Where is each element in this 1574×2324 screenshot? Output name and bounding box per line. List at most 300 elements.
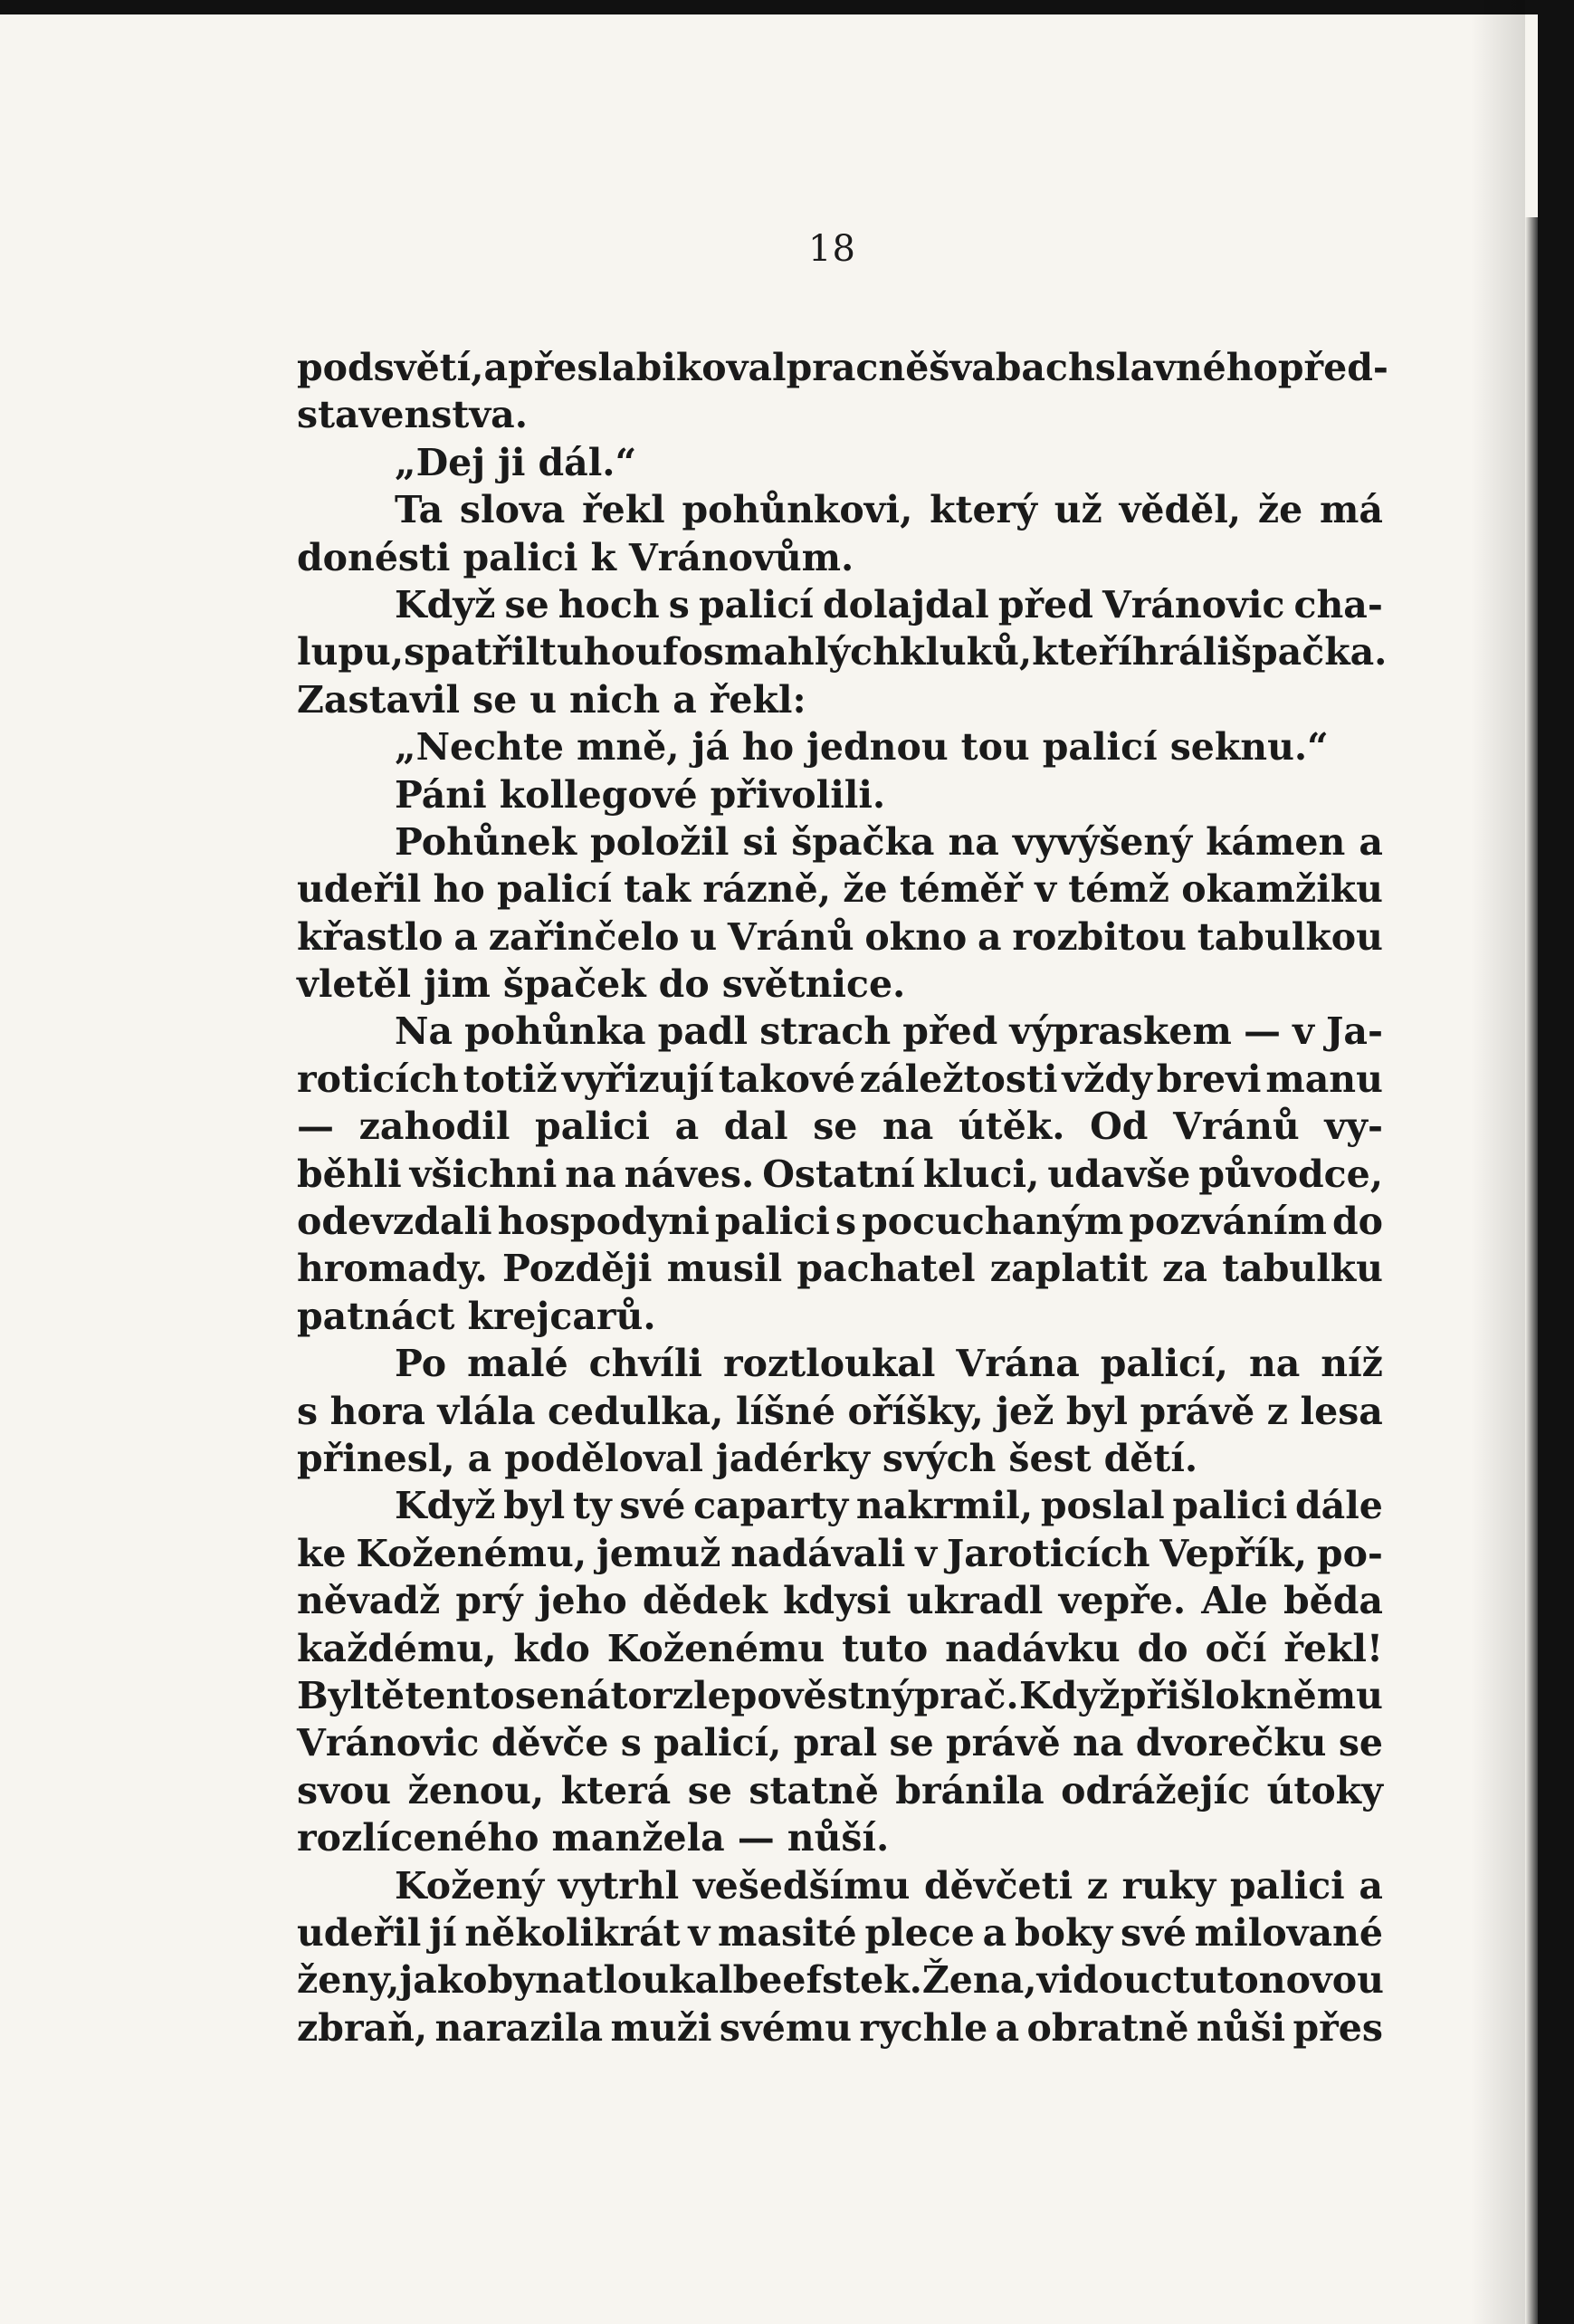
word: špačka (791, 819, 935, 864)
word: brevi (1156, 1057, 1262, 1101)
word: přinesl, (297, 1436, 455, 1480)
word: před- (1277, 346, 1388, 389)
word: palici (1229, 1863, 1345, 1908)
word: právě (1140, 1389, 1255, 1433)
word: něvadž (297, 1579, 441, 1623)
word: švabach (929, 346, 1095, 389)
word: senátor (514, 1673, 673, 1717)
word: rozbitou (1012, 914, 1187, 959)
word: špačka. (1230, 630, 1388, 674)
text-line (297, 1435, 1383, 1482)
word: masité (718, 1910, 857, 1955)
word: a (995, 2005, 1020, 2050)
word: a (453, 914, 478, 959)
word: palicí, (1100, 1342, 1228, 1386)
word: slavného (1094, 346, 1278, 389)
word: před (902, 1009, 998, 1054)
word: vešedšímu (692, 1863, 911, 1908)
word: vytrhl (558, 1863, 680, 1908)
body-text (297, 344, 1388, 2051)
text-line (297, 1388, 1383, 1435)
word: palicí, (653, 1721, 782, 1765)
word: tu (539, 630, 584, 674)
word: s (835, 1200, 857, 1244)
word: útoky (1266, 1768, 1383, 1812)
word: témž (1068, 867, 1169, 912)
word: Vepřík, (1159, 1531, 1308, 1575)
word: po- (1316, 1531, 1383, 1575)
text-line (297, 1530, 1383, 1577)
word: ho (433, 867, 485, 912)
word: řekl: (709, 677, 806, 722)
word: náves. (624, 1152, 755, 1196)
word: hora (329, 1389, 425, 1433)
word: němu (1265, 1673, 1383, 1717)
word: líšné (735, 1389, 836, 1433)
word: k (1240, 1673, 1266, 1717)
word: dvorečku (1135, 1721, 1327, 1765)
word: a (467, 1436, 492, 1480)
word: tou (960, 725, 1030, 770)
word: manu (1265, 1057, 1383, 1101)
word: dědek (642, 1579, 768, 1623)
word: přeslabikoval (508, 346, 787, 389)
word: špaček (502, 962, 646, 1007)
word: věděl, (1119, 488, 1242, 532)
word: patnáct (297, 1294, 455, 1338)
word: pracně (786, 346, 930, 389)
word: jim (424, 962, 491, 1007)
word: Páni (395, 772, 487, 817)
word: tuto (842, 1626, 929, 1670)
scan-shadow (1471, 0, 1525, 2324)
word: řekl! (1283, 1626, 1383, 1670)
text-line (297, 1577, 1383, 1624)
word: s (668, 582, 690, 626)
word: pocuchaným (862, 1200, 1124, 1244)
word: vyvýšený (1012, 819, 1193, 864)
word: na (882, 1105, 934, 1149)
word: která (560, 1768, 672, 1812)
word: k (590, 535, 616, 579)
word: dal (723, 1105, 788, 1149)
word: se (472, 677, 518, 722)
word: pozváním (1129, 1200, 1327, 1244)
word: dále (1295, 1484, 1383, 1528)
word: palici (535, 1105, 650, 1149)
word: Později (501, 1247, 653, 1291)
word: vyřizují (561, 1057, 714, 1101)
word: milované (1194, 1910, 1383, 1955)
word: křastlo (297, 914, 444, 959)
word: ty (572, 1484, 612, 1528)
word: rázně, (702, 867, 831, 912)
word: ženy, (297, 1958, 400, 2003)
word: svému (719, 2005, 853, 2050)
text-line (297, 1293, 1383, 1340)
word: se (504, 582, 549, 626)
word: pohůnkovi, (682, 488, 913, 532)
word: položil (590, 819, 730, 864)
word: poslal (1040, 1484, 1165, 1528)
word: do (658, 962, 710, 1007)
word: vletěl (297, 962, 412, 1007)
word: udeřil (297, 1910, 422, 1955)
word: Pohůnek (395, 819, 577, 864)
word: nadávku (945, 1626, 1121, 1670)
text-line (297, 676, 1383, 723)
word: vlála (437, 1389, 536, 1433)
word: palici (463, 535, 578, 579)
word: plece (864, 1910, 975, 1955)
text-line (297, 628, 1388, 675)
word: rychle (859, 2005, 988, 2050)
word: okamžiku (1181, 867, 1383, 912)
word: Na (395, 1009, 453, 1054)
word: s (620, 1721, 642, 1765)
word: za (1162, 1247, 1207, 1291)
word: hoch (558, 582, 660, 626)
word: vždy (1062, 1057, 1152, 1101)
text-line (297, 818, 1383, 866)
text-line (297, 2004, 1383, 2051)
word: tuto (1172, 1958, 1259, 2003)
word: si (742, 819, 778, 864)
word: stavenstva. (297, 393, 528, 437)
text-line (297, 771, 1383, 818)
word: Od (1090, 1105, 1149, 1149)
word: palicí (496, 867, 612, 912)
word: pachatel (797, 1247, 976, 1291)
word: tabulkou (1197, 914, 1383, 959)
word: palicí (1042, 725, 1158, 770)
word: přišlo (1120, 1673, 1240, 1717)
text-line (297, 1719, 1383, 1766)
book-binding-edge (1525, 217, 1538, 2324)
word: dolajdal (822, 582, 989, 626)
word: prý (455, 1579, 523, 1623)
word: všichni (409, 1152, 558, 1196)
word: své (1121, 1910, 1187, 1955)
word: Koženému (606, 1626, 825, 1670)
word: na (948, 819, 999, 864)
word: každému, (297, 1626, 497, 1670)
word: zbraň, (297, 2005, 428, 2050)
word: očí (1205, 1626, 1267, 1670)
word: narazila (434, 2005, 604, 2050)
word: statně (749, 1768, 879, 1812)
word: a (978, 914, 1002, 959)
word: udavše (1047, 1152, 1191, 1196)
word: a (483, 346, 509, 389)
word: padl (657, 1009, 749, 1054)
word: palici (1172, 1484, 1288, 1528)
word: obratně (1026, 2005, 1189, 2050)
text-line (297, 1814, 1383, 1861)
word: houf (583, 630, 679, 674)
word: jeho (538, 1579, 627, 1623)
word: děvče (491, 1721, 609, 1765)
word: ji (498, 440, 526, 484)
text-line (297, 913, 1383, 961)
word: světnice. (721, 962, 906, 1007)
word: manžela (551, 1816, 725, 1860)
word: lesa (1300, 1389, 1383, 1433)
word: že (843, 867, 888, 912)
word: právě (946, 1721, 1061, 1765)
word: „Nechte (395, 725, 564, 770)
word: palicí (698, 582, 814, 626)
word: hromady. (297, 1247, 488, 1291)
word: kteří (1032, 630, 1132, 674)
word: Ta (395, 488, 444, 532)
word: zařinčelo (488, 914, 680, 959)
word: téměř (899, 867, 1023, 912)
word: Ostatní (762, 1152, 915, 1196)
word: Vránů (1173, 1105, 1300, 1149)
word: svou (297, 1768, 392, 1812)
word: poděloval (504, 1436, 703, 1480)
word: odevzdali (297, 1200, 492, 1244)
word: ke (297, 1531, 347, 1575)
word: cha- (1293, 582, 1383, 626)
word: byl (1065, 1389, 1128, 1433)
word: do (1137, 1626, 1188, 1670)
word: Žena, (921, 1958, 1037, 2003)
word: už (1054, 488, 1102, 532)
word: záležtosti (859, 1057, 1058, 1101)
word: chvíli (588, 1342, 702, 1386)
text-line (297, 1151, 1383, 1198)
page-number: 18 (808, 228, 856, 270)
word: boky (1014, 1910, 1113, 1955)
word: v (915, 1531, 938, 1575)
word: Jaroticích (946, 1531, 1150, 1575)
text-line (297, 439, 1383, 486)
word: níž (1321, 1342, 1383, 1386)
word: jí (429, 1910, 457, 1955)
word: tak (624, 867, 692, 912)
word: ruky (1121, 1863, 1216, 1908)
word: s (297, 1389, 319, 1433)
word: nadávali (730, 1531, 906, 1575)
word: Vránů (727, 914, 854, 959)
word: Ale (1201, 1579, 1268, 1623)
word: a (1359, 1863, 1383, 1908)
word: kluků, (899, 630, 1033, 674)
word: totiž (463, 1057, 558, 1101)
word: oříšky, (847, 1389, 984, 1433)
word: z (1086, 1863, 1109, 1908)
word: běda (1283, 1579, 1383, 1623)
word: nůši (1196, 2005, 1286, 2050)
word: Kožený (395, 1863, 545, 1908)
word: donésti (297, 535, 451, 579)
word: lupu, (297, 630, 405, 674)
word: Když (395, 1484, 496, 1528)
word: „Dej (395, 440, 486, 484)
word: na (565, 1152, 616, 1196)
text-line (297, 1672, 1383, 1719)
word: seknu.“ (1169, 725, 1329, 770)
text-line (297, 581, 1383, 628)
word: zlepověstný (672, 1673, 914, 1717)
word: v (1035, 867, 1057, 912)
word: kluci, (922, 1152, 1040, 1196)
word: nich (569, 677, 661, 722)
word: cedulka, (548, 1389, 724, 1433)
word: se (687, 1768, 732, 1812)
word: podsvětí, (297, 346, 484, 389)
word: ukradl (906, 1579, 1044, 1623)
word: se (1338, 1721, 1383, 1765)
word: děvčeti (924, 1863, 1073, 1908)
word: Byltě (297, 1673, 405, 1717)
text-line (297, 1103, 1383, 1150)
word: byl (503, 1484, 566, 1528)
word: pral (793, 1721, 878, 1765)
scan-edge-top (0, 0, 1574, 14)
word: tento (405, 1673, 515, 1717)
word: jednou (806, 725, 949, 770)
word: útěk. (958, 1105, 1065, 1149)
word: novou (1258, 1958, 1384, 2003)
word: se (813, 1105, 858, 1149)
text-line (297, 391, 1383, 438)
word: muži (610, 2005, 712, 2050)
word: Vránovům. (628, 535, 854, 579)
word: vidouc (1036, 1958, 1173, 2003)
word: musil (666, 1247, 783, 1291)
word: odrážejíc (1061, 1768, 1251, 1812)
word: Když (1019, 1673, 1121, 1717)
word: bránila (895, 1768, 1045, 1812)
word: já (692, 725, 730, 770)
word: malé (467, 1342, 568, 1386)
word: a (673, 677, 697, 722)
word: natloukal (535, 1958, 733, 2003)
word: vy- (1324, 1105, 1383, 1149)
text-line (297, 1956, 1383, 2004)
word: do (1331, 1200, 1383, 1244)
word: který (930, 488, 1037, 532)
word: tabulku (1222, 1247, 1383, 1291)
word: Koženému, (356, 1531, 587, 1575)
word: přivolili. (710, 772, 886, 817)
word: vepře. (1058, 1579, 1187, 1623)
word: dětí. (1103, 1436, 1198, 1480)
word: a (982, 1910, 1007, 1955)
word: kdo (513, 1626, 590, 1670)
word: přes (1293, 2005, 1383, 2050)
word: a (1359, 819, 1383, 864)
word: zahodil (358, 1105, 510, 1149)
word: před (997, 582, 1093, 626)
word: takové (718, 1057, 855, 1101)
text-line (297, 1056, 1383, 1103)
word: v (1293, 1009, 1314, 1054)
word: jež (996, 1389, 1054, 1433)
word: mně, (576, 725, 680, 770)
word: šest (1008, 1436, 1092, 1480)
word: Zastavil (297, 677, 461, 722)
word: Ja- (1325, 1009, 1383, 1054)
text-line (297, 534, 1383, 581)
word: původce, (1198, 1152, 1383, 1196)
word: caparty (693, 1484, 849, 1528)
text-line (297, 1909, 1383, 1956)
word: Vránovic (297, 1721, 480, 1765)
word: své (619, 1484, 686, 1528)
text-line (297, 1862, 1383, 1909)
scan-edge-right (1538, 0, 1574, 2324)
word: na (1073, 1721, 1124, 1765)
word: krejcarů. (467, 1294, 656, 1338)
word: dál.“ (538, 440, 637, 484)
text-line (297, 1245, 1383, 1292)
word: se (889, 1721, 934, 1765)
text-line (297, 1482, 1383, 1529)
word: zaplatit (989, 1247, 1148, 1291)
word: svých (882, 1436, 997, 1480)
word: Po (395, 1342, 447, 1386)
word: hospodyni (497, 1200, 710, 1244)
text-line (297, 1198, 1383, 1245)
word: běhli (297, 1152, 402, 1196)
word: palici (714, 1200, 830, 1244)
word: spatřil (404, 630, 540, 674)
word: okno (864, 914, 968, 959)
word: beefstek. (732, 1958, 922, 2003)
text-line (297, 486, 1383, 533)
word: kdysi (783, 1579, 892, 1623)
word: v (688, 1910, 711, 1955)
word: prač. (913, 1673, 1019, 1717)
word: u (529, 677, 558, 722)
word: roticích (297, 1057, 459, 1101)
word: řekl (582, 488, 665, 532)
word: ženou, (407, 1768, 545, 1812)
word: udeřil (297, 867, 422, 912)
word: několikrát (464, 1910, 681, 1955)
text-line (297, 866, 1383, 913)
word: nakrmil, (855, 1484, 1034, 1528)
text-line (297, 1008, 1383, 1055)
word: kámen (1206, 819, 1346, 864)
text-line (297, 1625, 1383, 1672)
text-line (297, 1767, 1383, 1814)
word: hráli (1131, 630, 1231, 674)
word: výpraskem (1009, 1009, 1232, 1054)
word: že (1257, 488, 1303, 532)
word: na (1248, 1342, 1301, 1386)
word: — (737, 1816, 775, 1860)
word: jemuž (596, 1531, 721, 1575)
text-line (297, 344, 1388, 391)
word: slova (459, 488, 566, 532)
word: — (1243, 1009, 1281, 1054)
word: rozlíceného (297, 1816, 539, 1860)
word: z (1266, 1389, 1289, 1433)
word: — (297, 1105, 334, 1149)
text-line (297, 1340, 1383, 1387)
text-line (297, 961, 1383, 1008)
word: jadérky (715, 1436, 870, 1480)
word: nůší. (787, 1816, 890, 1860)
word: pohůnka (464, 1009, 646, 1054)
word: strach (759, 1009, 892, 1054)
word: u (690, 914, 718, 959)
